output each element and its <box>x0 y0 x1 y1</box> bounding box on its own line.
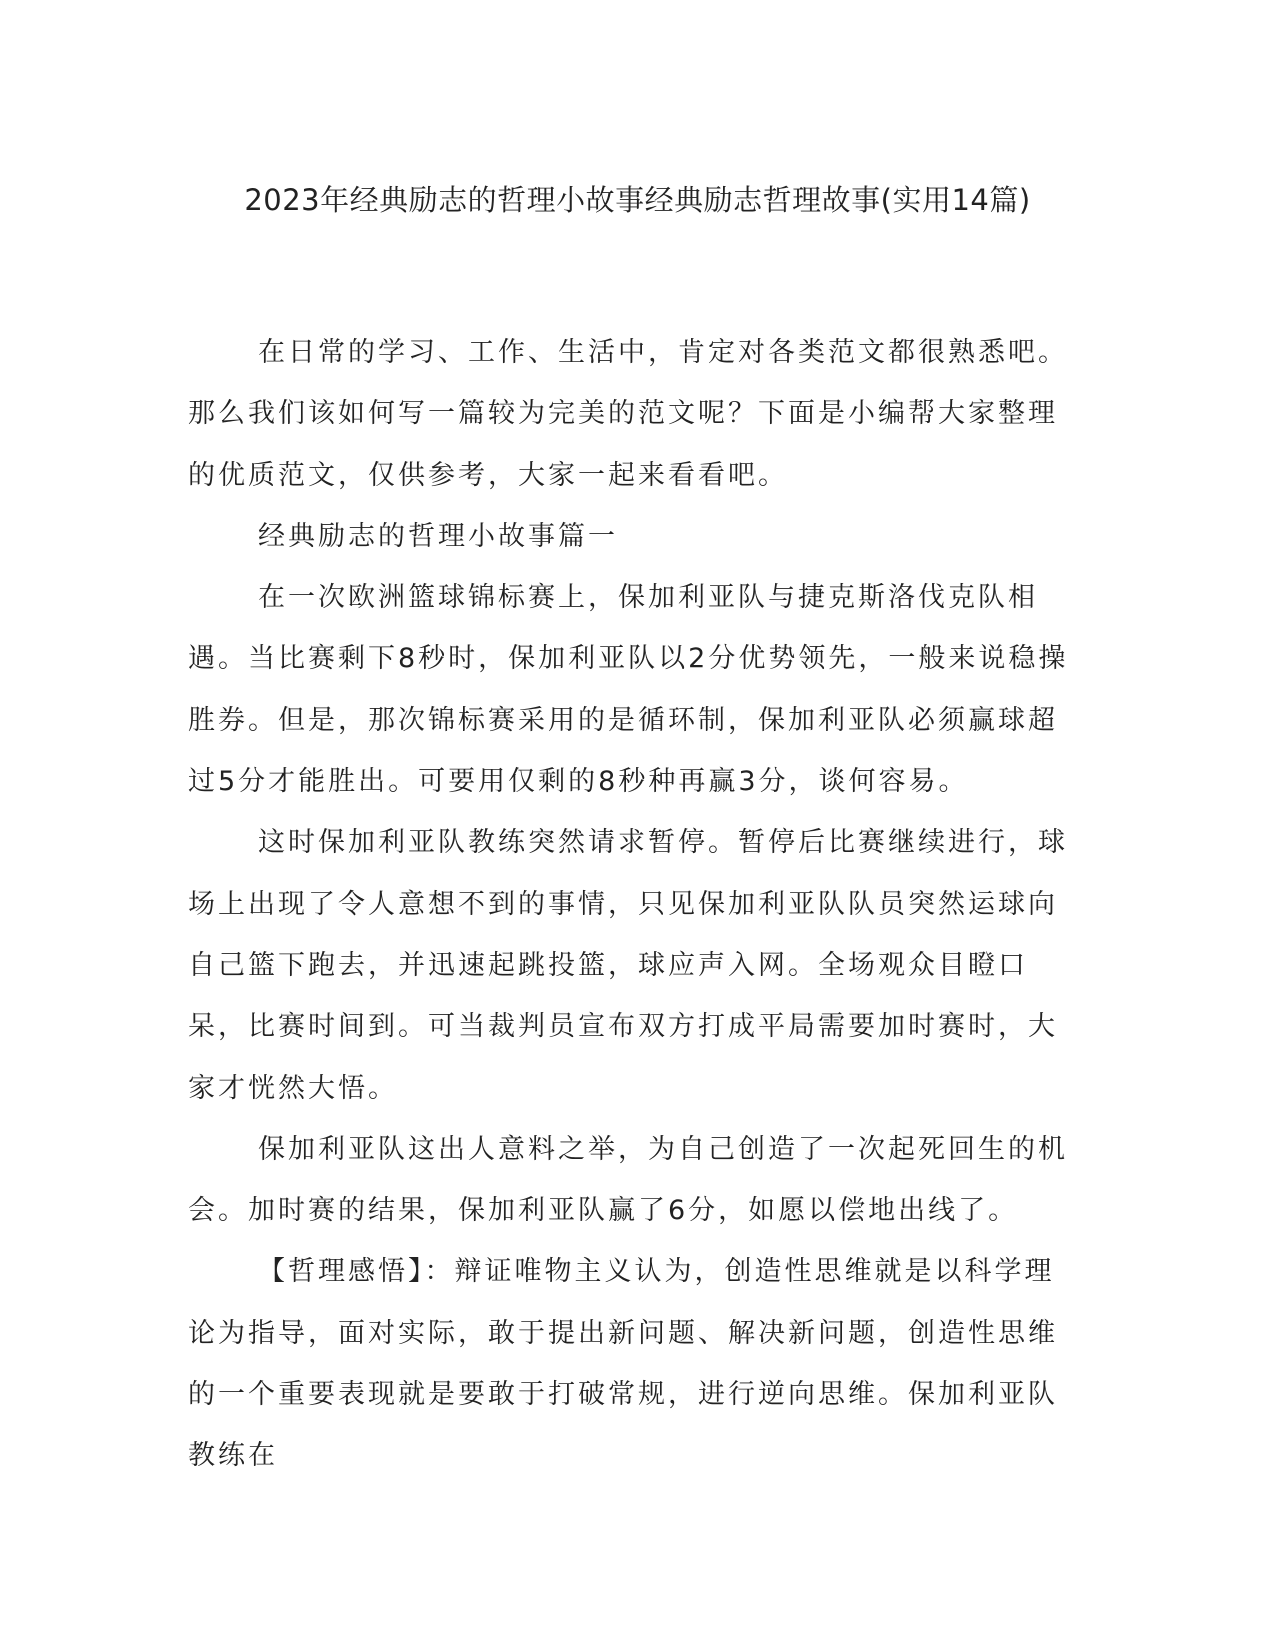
story-paragraph-1: 在一次欧洲篮球锦标赛上，保加利亚队与捷克斯洛伐克队相遇。当比赛剩下8秒时，保加利亚队以2分优势领先，一般来说稳操胜券。但是，那次锦标赛采用的是循环制，保加利亚队必须赢球超过5分才能胜出。可要用仅剩的8秒种再赢3分，谈何容易。 <box>188 582 1069 798</box>
section-heading: 经典励志的哲理小故事篇一 <box>258 520 618 552</box>
story-paragraph-3: 保加利亚队这出人意料之举，为自己创造了一次起死回生的机会。加时赛的结果，保加利亚队赢了6分，如愿以偿地出线了。 <box>188 1133 1068 1227</box>
document-title: 2023年经典励志的哲理小故事经典励志哲理故事(实用14篇) <box>244 183 1031 217</box>
story-paragraph-2: 这时保加利亚队教练突然请求暂停。暂停后比赛继续进行，球场上出现了令人意想不到的事情，只见保加利亚队队员突然运球向自己篮下跑去，并迅速起跳投篮，球应声入网。全场观众目瞪口呆，比赛时间到。可当裁判员宣布双方打成平局需要加时赛时，大家才恍然大悟。 <box>188 827 1068 1104</box>
intro-paragraph: 在日常的学习、工作、生活中，肯定对各类范文都很熟悉吧。那么我们该如何写一篇较为完美的范文呢？下面是小编帮大家整理的优质范文，仅供参考，大家一起来看看吧。 <box>188 337 1068 491</box>
insight-paragraph: 【哲理感悟】：辩证唯物主义认为，创造性思维就是以科学理论为指导，面对实际，敢于提出新问题、解决新问题，创造性思维的一个重要表现就是要敢于打破常规，进行逆向思维。保加利亚队教练在 <box>188 1256 1058 1472</box>
document-body <box>188 322 1078 1487</box>
